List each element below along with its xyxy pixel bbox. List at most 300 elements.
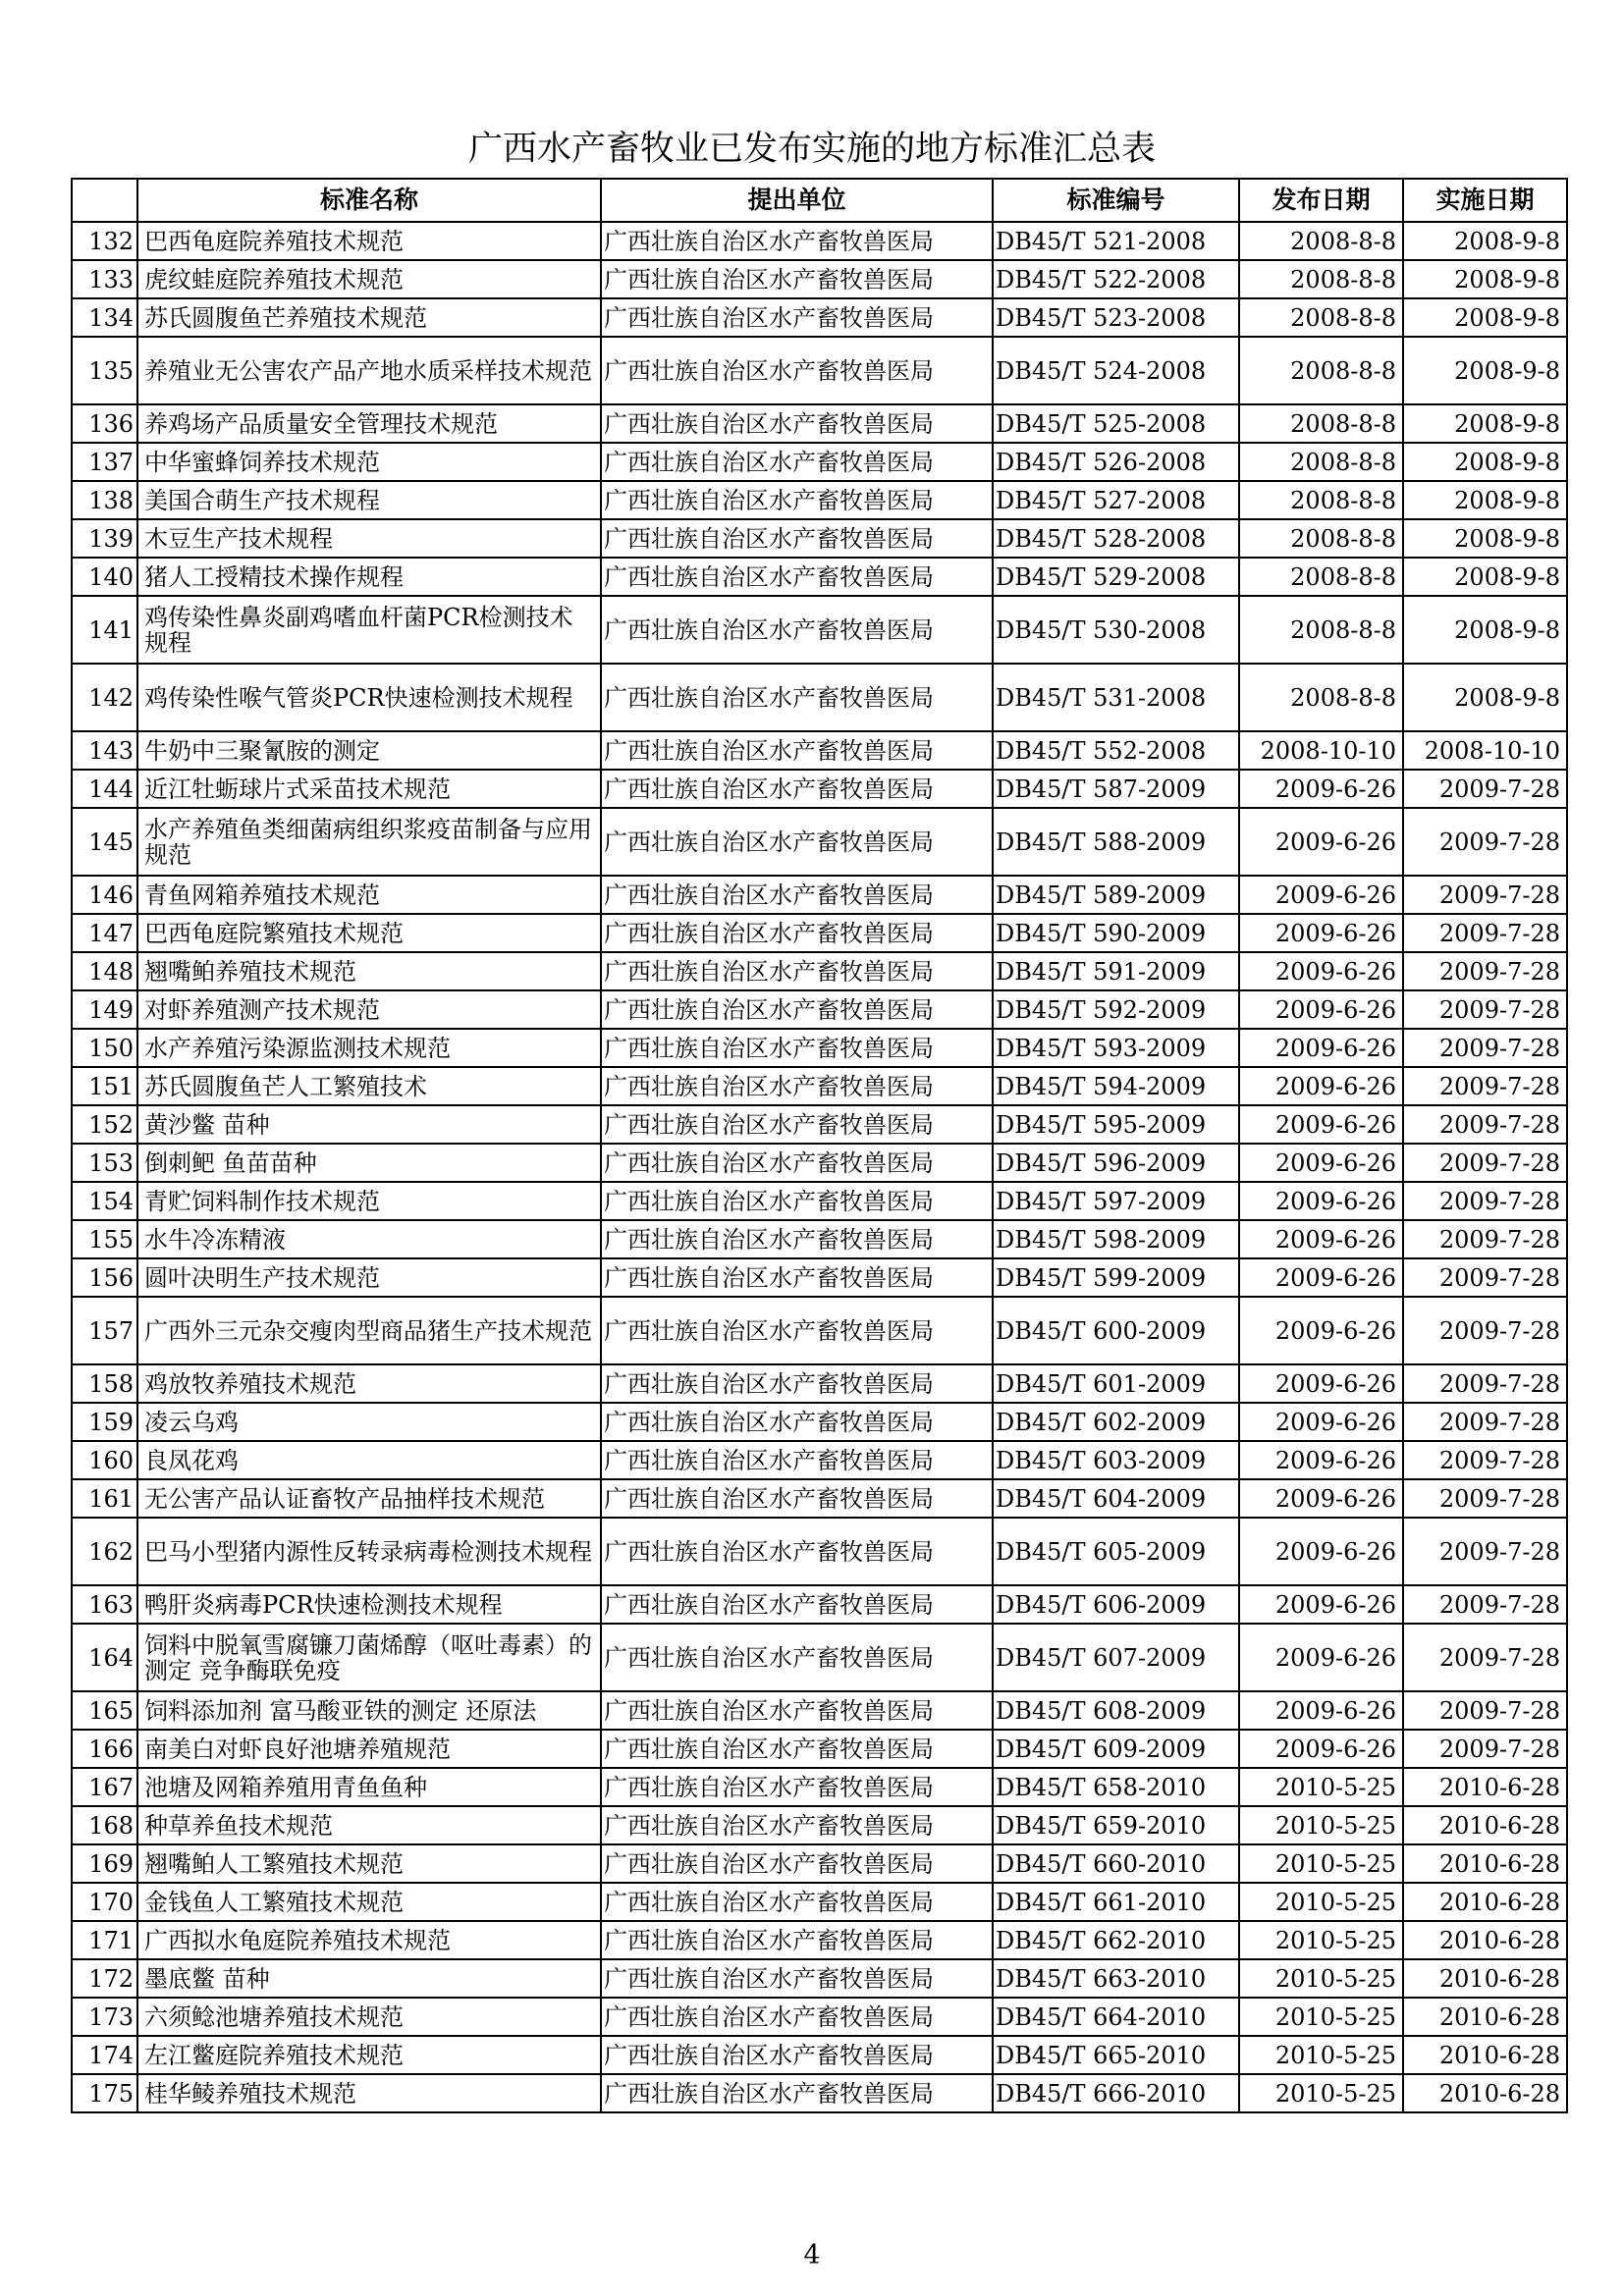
standard-name: 广西外三元杂交瘦肉型商品猪生产技术规范 (137, 1297, 601, 1364)
row-number: 164 (72, 1624, 137, 1691)
proposing-unit: 广西壮族自治区水产畜牧兽医局 (601, 876, 993, 914)
proposing-unit: 广西壮族自治区水产畜牧兽医局 (601, 1518, 993, 1585)
standard-code: DB45/T 529-2008 (993, 558, 1239, 596)
proposing-unit: 广西壮族自治区水产畜牧兽医局 (601, 1844, 993, 1883)
row-number: 140 (72, 558, 137, 596)
table-row (72, 1029, 1567, 1067)
implement-date: 2009-7-28 (1403, 1258, 1567, 1297)
proposing-unit: 广西壮族自治区水产畜牧兽医局 (601, 1364, 993, 1403)
proposing-unit: 广西壮族自治区水产畜牧兽医局 (601, 519, 993, 558)
standard-name: 苏氏圆腹鱼芒人工繁殖技术 (137, 1067, 601, 1105)
standard-name: 青鱼网箱养殖技术规范 (137, 876, 601, 914)
publish-date: 2009-6-26 (1239, 1029, 1403, 1067)
table-row (72, 770, 1567, 808)
implement-date: 2009-7-28 (1403, 1691, 1567, 1730)
standard-name: 池塘及网箱养殖用青鱼鱼种 (137, 1768, 601, 1806)
row-number: 163 (72, 1585, 137, 1624)
publish-date: 2010-5-25 (1239, 1844, 1403, 1883)
publish-date: 2010-5-25 (1239, 1883, 1403, 1921)
table-row (72, 481, 1567, 519)
implement-date: 2008-9-8 (1403, 519, 1567, 558)
table-row (72, 1518, 1567, 1585)
publish-date: 2008-8-8 (1239, 298, 1403, 337)
table-row (72, 1144, 1567, 1182)
standard-name: 鸡放牧养殖技术规范 (137, 1364, 601, 1403)
publish-date: 2010-5-25 (1239, 2074, 1403, 2112)
standard-code: DB45/T 600-2009 (993, 1297, 1239, 1364)
proposing-unit: 广西壮族自治区水产畜牧兽医局 (601, 1691, 993, 1730)
table-row (72, 914, 1567, 952)
row-number: 147 (72, 914, 137, 952)
publish-date: 2009-6-26 (1239, 1730, 1403, 1768)
proposing-unit: 广西壮族自治区水产畜牧兽医局 (601, 952, 993, 990)
table-row (72, 1479, 1567, 1518)
implement-date: 2009-7-28 (1403, 1441, 1567, 1479)
proposing-unit: 广西壮族自治区水产畜牧兽医局 (601, 260, 993, 298)
row-number: 144 (72, 770, 137, 808)
standard-name: 对虾养殖测产技术规范 (137, 990, 601, 1029)
standard-code: DB45/T 660-2010 (993, 1844, 1239, 1883)
proposing-unit: 广西壮族自治区水产畜牧兽医局 (601, 1220, 993, 1258)
implement-date: 2009-7-28 (1403, 1585, 1567, 1624)
row-number: 148 (72, 952, 137, 990)
implement-date: 2009-7-28 (1403, 952, 1567, 990)
standard-name: 种草养鱼技术规范 (137, 1806, 601, 1844)
publish-date: 2009-6-26 (1239, 1182, 1403, 1220)
proposing-unit: 广西壮族自治区水产畜牧兽医局 (601, 1105, 993, 1144)
table-row (72, 952, 1567, 990)
publish-date: 2010-5-25 (1239, 1768, 1403, 1806)
implement-date: 2008-9-8 (1403, 298, 1567, 337)
row-number: 151 (72, 1067, 137, 1105)
implement-date: 2010-6-28 (1403, 2074, 1567, 2112)
standard-name: 黄沙鳖 苗种 (137, 1105, 601, 1144)
standard-name: 鸡传染性喉气管炎PCR快速检测技术规程 (137, 664, 601, 731)
implement-date: 2009-7-28 (1403, 808, 1567, 876)
proposing-unit: 广西壮族自治区水产畜牧兽医局 (601, 1297, 993, 1364)
proposing-unit: 广西壮族自治区水产畜牧兽医局 (601, 1067, 993, 1105)
proposing-unit: 广西壮族自治区水产畜牧兽医局 (601, 1806, 993, 1844)
implement-date: 2009-7-28 (1403, 1105, 1567, 1144)
standard-name: 凌云乌鸡 (137, 1403, 601, 1441)
standard-code: DB45/T 523-2008 (993, 298, 1239, 337)
publish-date: 2009-6-26 (1239, 1691, 1403, 1730)
standard-code: DB45/T 595-2009 (993, 1105, 1239, 1144)
table-row (72, 2074, 1567, 2112)
implement-date: 2009-7-28 (1403, 1364, 1567, 1403)
standard-name: 圆叶决明生产技术规范 (137, 1258, 601, 1297)
implement-date: 2009-7-28 (1403, 1624, 1567, 1691)
standard-name: 鸭肝炎病毒PCR快速检测技术规程 (137, 1585, 601, 1624)
standard-name: 养鸡场产品质量安全管理技术规范 (137, 404, 601, 443)
standard-name: 中华蜜蜂饲养技术规范 (137, 443, 601, 481)
implement-date: 2010-6-28 (1403, 2036, 1567, 2074)
table-row (72, 1364, 1567, 1403)
row-number: 168 (72, 1806, 137, 1844)
implement-date: 2009-7-28 (1403, 914, 1567, 952)
implement-date: 2008-9-8 (1403, 596, 1567, 664)
table-row (72, 337, 1567, 404)
proposing-unit: 广西壮族自治区水产畜牧兽医局 (601, 1144, 993, 1182)
standard-name: 良凤花鸡 (137, 1441, 601, 1479)
proposing-unit: 广西壮族自治区水产畜牧兽医局 (601, 664, 993, 731)
standard-code: DB45/T 666-2010 (993, 2074, 1239, 2112)
publish-date: 2010-5-25 (1239, 1998, 1403, 2036)
table-row (72, 1691, 1567, 1730)
table-row (72, 1220, 1567, 1258)
proposing-unit: 广西壮族自治区水产畜牧兽医局 (601, 1959, 993, 1998)
publish-date: 2008-8-8 (1239, 481, 1403, 519)
col-header-code: 标准编号 (993, 179, 1239, 222)
standard-code: DB45/T 589-2009 (993, 876, 1239, 914)
proposing-unit: 广西壮族自治区水产畜牧兽医局 (601, 1730, 993, 1768)
row-number: 142 (72, 664, 137, 731)
proposing-unit: 广西壮族自治区水产畜牧兽医局 (601, 1768, 993, 1806)
row-number: 138 (72, 481, 137, 519)
standard-code: DB45/T 598-2009 (993, 1220, 1239, 1258)
row-number: 175 (72, 2074, 137, 2112)
standard-code: DB45/T 594-2009 (993, 1067, 1239, 1105)
publish-date: 2009-6-26 (1239, 1518, 1403, 1585)
proposing-unit: 广西壮族自治区水产畜牧兽医局 (601, 596, 993, 664)
table-row (72, 222, 1567, 260)
publish-date: 2009-6-26 (1239, 1067, 1403, 1105)
table-row (72, 808, 1567, 876)
table-row (72, 1883, 1567, 1921)
publish-date: 2009-6-26 (1239, 914, 1403, 952)
implement-date: 2010-6-28 (1403, 1806, 1567, 1844)
implement-date: 2009-7-28 (1403, 1297, 1567, 1364)
standard-code: DB45/T 602-2009 (993, 1403, 1239, 1441)
standard-name: 苏氏圆腹鱼芒养殖技术规范 (137, 298, 601, 337)
publish-date: 2009-6-26 (1239, 1624, 1403, 1691)
table-row (72, 1403, 1567, 1441)
table-row (72, 1806, 1567, 1844)
standard-code: DB45/T 528-2008 (993, 519, 1239, 558)
standard-name: 六须鲶池塘养殖技术规范 (137, 1998, 601, 2036)
publish-date: 2008-8-8 (1239, 222, 1403, 260)
standard-code: DB45/T 597-2009 (993, 1182, 1239, 1220)
table-row (72, 519, 1567, 558)
row-number: 133 (72, 260, 137, 298)
publish-date: 2009-6-26 (1239, 1479, 1403, 1518)
row-number: 158 (72, 1364, 137, 1403)
proposing-unit: 广西壮族自治区水产畜牧兽医局 (601, 404, 993, 443)
publish-date: 2009-6-26 (1239, 876, 1403, 914)
standard-code: DB45/T 603-2009 (993, 1441, 1239, 1479)
publish-date: 2009-6-26 (1239, 1144, 1403, 1182)
row-number: 155 (72, 1220, 137, 1258)
standard-name: 桂华鲮养殖技术规范 (137, 2074, 601, 2112)
standard-name: 青贮饲料制作技术规范 (137, 1182, 601, 1220)
publish-date: 2009-6-26 (1239, 1585, 1403, 1624)
proposing-unit: 广西壮族自治区水产畜牧兽医局 (601, 481, 993, 519)
standard-name: 倒刺鲃 鱼苗苗种 (137, 1144, 601, 1182)
proposing-unit: 广西壮族自治区水产畜牧兽医局 (601, 914, 993, 952)
row-number: 137 (72, 443, 137, 481)
standard-name: 饲料中脱氧雪腐镰刀菌烯醇（呕吐毒素）的测定 竞争酶联免疫 (137, 1624, 601, 1691)
standard-code: DB45/T 552-2008 (993, 731, 1239, 770)
table-row (72, 443, 1567, 481)
table-row (72, 1585, 1567, 1624)
row-number: 173 (72, 1998, 137, 2036)
standard-name: 养殖业无公害农产品产地水质采样技术规范 (137, 337, 601, 404)
standard-code: DB45/T 590-2009 (993, 914, 1239, 952)
page-number: 4 (803, 2240, 821, 2270)
publish-date: 2008-8-8 (1239, 519, 1403, 558)
standard-name: 翘嘴鲌人工繁殖技术规范 (137, 1844, 601, 1883)
standard-code: DB45/T 665-2010 (993, 2036, 1239, 2074)
table-row (72, 1844, 1567, 1883)
table-row (72, 2036, 1567, 2074)
col-header-pub-date: 发布日期 (1239, 179, 1403, 222)
implement-date: 2009-7-28 (1403, 1182, 1567, 1220)
proposing-unit: 广西壮族自治区水产畜牧兽医局 (601, 1182, 993, 1220)
implement-date: 2008-9-8 (1403, 337, 1567, 404)
row-number: 161 (72, 1479, 137, 1518)
publish-date: 2010-5-25 (1239, 2036, 1403, 2074)
proposing-unit: 广西壮族自治区水产畜牧兽医局 (601, 2074, 993, 2112)
proposing-unit: 广西壮族自治区水产畜牧兽医局 (601, 1029, 993, 1067)
standard-code: DB45/T 601-2009 (993, 1364, 1239, 1403)
proposing-unit: 广西壮族自治区水产畜牧兽医局 (601, 337, 993, 404)
proposing-unit: 广西壮族自治区水产畜牧兽医局 (601, 1883, 993, 1921)
standard-code: DB45/T 526-2008 (993, 443, 1239, 481)
proposing-unit: 广西壮族自治区水产畜牧兽医局 (601, 1585, 993, 1624)
publish-date: 2010-5-25 (1239, 1921, 1403, 1959)
row-number: 145 (72, 808, 137, 876)
row-number: 157 (72, 1297, 137, 1364)
row-number: 170 (72, 1883, 137, 1921)
implement-date: 2009-7-28 (1403, 770, 1567, 808)
standard-name: 饲料添加剂 富马酸亚铁的测定 还原法 (137, 1691, 601, 1730)
standard-name: 南美白对虾良好池塘养殖规范 (137, 1730, 601, 1768)
publish-date: 2010-5-25 (1239, 1806, 1403, 1844)
standard-code: DB45/T 596-2009 (993, 1144, 1239, 1182)
publish-date: 2009-6-26 (1239, 990, 1403, 1029)
proposing-unit: 广西壮族自治区水产畜牧兽医局 (601, 1624, 993, 1691)
implement-date: 2010-6-28 (1403, 1844, 1567, 1883)
proposing-unit: 广西壮族自治区水产畜牧兽医局 (601, 770, 993, 808)
implement-date: 2008-9-8 (1403, 558, 1567, 596)
standard-code: DB45/T 524-2008 (993, 337, 1239, 404)
row-number: 172 (72, 1959, 137, 1998)
publish-date: 2008-8-8 (1239, 337, 1403, 404)
row-number: 136 (72, 404, 137, 443)
proposing-unit: 广西壮族自治区水产畜牧兽医局 (601, 443, 993, 481)
table-row (72, 404, 1567, 443)
row-number: 132 (72, 222, 137, 260)
row-number: 134 (72, 298, 137, 337)
standard-code: DB45/T 531-2008 (993, 664, 1239, 731)
proposing-unit: 广西壮族自治区水产畜牧兽医局 (601, 1998, 993, 2036)
standard-code: DB45/T 525-2008 (993, 404, 1239, 443)
standard-code: DB45/T 662-2010 (993, 1921, 1239, 1959)
standard-name: 木豆生产技术规程 (137, 519, 601, 558)
implement-date: 2010-6-28 (1403, 1883, 1567, 1921)
table-header-row (72, 179, 1567, 222)
publish-date: 2009-6-26 (1239, 808, 1403, 876)
table-row (72, 876, 1567, 914)
implement-date: 2009-7-28 (1403, 990, 1567, 1029)
table-row (72, 1624, 1567, 1691)
row-number: 167 (72, 1768, 137, 1806)
standard-code: DB45/T 599-2009 (993, 1258, 1239, 1297)
standard-code: DB45/T 588-2009 (993, 808, 1239, 876)
standard-code: DB45/T 663-2010 (993, 1959, 1239, 1998)
standard-name: 巴西龟庭院繁殖技术规范 (137, 914, 601, 952)
implement-date: 2008-9-8 (1403, 481, 1567, 519)
table-row (72, 1768, 1567, 1806)
row-number: 141 (72, 596, 137, 664)
publish-date: 2009-6-26 (1239, 1403, 1403, 1441)
publish-date: 2009-6-26 (1239, 1441, 1403, 1479)
proposing-unit: 广西壮族自治区水产畜牧兽医局 (601, 731, 993, 770)
publish-date: 2008-8-8 (1239, 443, 1403, 481)
standard-name: 水产养殖鱼类细菌病组织浆疫苗制备与应用规范 (137, 808, 601, 876)
publish-date: 2008-8-8 (1239, 558, 1403, 596)
publish-date: 2010-5-25 (1239, 1959, 1403, 1998)
table-row (72, 260, 1567, 298)
table-row (72, 298, 1567, 337)
proposing-unit: 广西壮族自治区水产畜牧兽医局 (601, 1403, 993, 1441)
row-number: 162 (72, 1518, 137, 1585)
standard-code: DB45/T 658-2010 (993, 1768, 1239, 1806)
col-header-no (72, 179, 137, 222)
row-number: 169 (72, 1844, 137, 1883)
table-row (72, 558, 1567, 596)
col-header-impl-date: 实施日期 (1403, 179, 1567, 222)
standard-code: DB45/T 521-2008 (993, 222, 1239, 260)
implement-date: 2008-10-10 (1403, 731, 1567, 770)
table-row (72, 1258, 1567, 1297)
implement-date: 2009-7-28 (1403, 1067, 1567, 1105)
row-number: 143 (72, 731, 137, 770)
publish-date: 2008-10-10 (1239, 731, 1403, 770)
publish-date: 2009-6-26 (1239, 1220, 1403, 1258)
table-row (72, 664, 1567, 731)
proposing-unit: 广西壮族自治区水产畜牧兽医局 (601, 1258, 993, 1297)
standard-name: 鸡传染性鼻炎副鸡嗜血杆菌PCR检测技术规程 (137, 596, 601, 664)
table-row (72, 1105, 1567, 1144)
standard-name: 水牛冷冻精液 (137, 1220, 601, 1258)
standard-code: DB45/T 664-2010 (993, 1998, 1239, 2036)
row-number: 150 (72, 1029, 137, 1067)
table-row (72, 731, 1567, 770)
table-row (72, 990, 1567, 1029)
standard-name: 无公害产品认证畜牧产品抽样技术规范 (137, 1479, 601, 1518)
standard-name: 翘嘴鲌养殖技术规范 (137, 952, 601, 990)
row-number: 139 (72, 519, 137, 558)
standard-code: DB45/T 591-2009 (993, 952, 1239, 990)
table-row (72, 1959, 1567, 1998)
implement-date: 2008-9-8 (1403, 222, 1567, 260)
proposing-unit: 广西壮族自治区水产畜牧兽医局 (601, 558, 993, 596)
implement-date: 2008-9-8 (1403, 260, 1567, 298)
table-row (72, 596, 1567, 664)
standard-name: 水产养殖污染源监测技术规范 (137, 1029, 601, 1067)
table-row (72, 1730, 1567, 1768)
publish-date: 2009-6-26 (1239, 1297, 1403, 1364)
row-number: 166 (72, 1730, 137, 1768)
implement-date: 2009-7-28 (1403, 876, 1567, 914)
table-row (72, 1182, 1567, 1220)
standard-code: DB45/T 530-2008 (993, 596, 1239, 664)
implement-date: 2009-7-28 (1403, 1220, 1567, 1258)
standard-code: DB45/T 522-2008 (993, 260, 1239, 298)
table-row (72, 1921, 1567, 1959)
implement-date: 2008-9-8 (1403, 404, 1567, 443)
standard-name: 虎纹蛙庭院养殖技术规范 (137, 260, 601, 298)
publish-date: 2008-8-8 (1239, 664, 1403, 731)
table-row (72, 1067, 1567, 1105)
standard-name: 金钱鱼人工繁殖技术规范 (137, 1883, 601, 1921)
publish-date: 2009-6-26 (1239, 1105, 1403, 1144)
table-row (72, 1297, 1567, 1364)
implement-date: 2008-9-8 (1403, 664, 1567, 731)
standard-code: DB45/T 592-2009 (993, 990, 1239, 1029)
row-number: 149 (72, 990, 137, 1029)
standard-code: DB45/T 593-2009 (993, 1029, 1239, 1067)
standard-code: DB45/T 604-2009 (993, 1479, 1239, 1518)
proposing-unit: 广西壮族自治区水产畜牧兽医局 (601, 298, 993, 337)
standard-name: 巴马小型猪内源性反转录病毒检测技术规程 (137, 1518, 601, 1585)
publish-date: 2008-8-8 (1239, 260, 1403, 298)
implement-date: 2009-7-28 (1403, 1144, 1567, 1182)
row-number: 165 (72, 1691, 137, 1730)
standard-code: DB45/T 605-2009 (993, 1518, 1239, 1585)
publish-date: 2008-8-8 (1239, 404, 1403, 443)
publish-date: 2009-6-26 (1239, 770, 1403, 808)
implement-date: 2009-7-28 (1403, 1403, 1567, 1441)
standard-code: DB45/T 587-2009 (993, 770, 1239, 808)
publish-date: 2009-6-26 (1239, 1258, 1403, 1297)
standard-code: DB45/T 527-2008 (993, 481, 1239, 519)
proposing-unit: 广西壮族自治区水产畜牧兽医局 (601, 1441, 993, 1479)
implement-date: 2009-7-28 (1403, 1029, 1567, 1067)
proposing-unit: 广西壮族自治区水产畜牧兽医局 (601, 222, 993, 260)
proposing-unit: 广西壮族自治区水产畜牧兽医局 (601, 1921, 993, 1959)
table-row (72, 1998, 1567, 2036)
row-number: 152 (72, 1105, 137, 1144)
implement-date: 2010-6-28 (1403, 1959, 1567, 1998)
page-title: 广西水产畜牧业已发布实施的地方标准汇总表 (467, 130, 1156, 169)
row-number: 156 (72, 1258, 137, 1297)
standards-table (71, 178, 1568, 2113)
col-header-unit: 提出单位 (601, 179, 993, 222)
publish-date: 2009-6-26 (1239, 1364, 1403, 1403)
implement-date: 2010-6-28 (1403, 1921, 1567, 1959)
publish-date: 2008-8-8 (1239, 596, 1403, 664)
row-number: 160 (72, 1441, 137, 1479)
row-number: 146 (72, 876, 137, 914)
standard-name: 左江鳖庭院养殖技术规范 (137, 2036, 601, 2074)
standard-name: 美国合萌生产技术规程 (137, 481, 601, 519)
implement-date: 2008-9-8 (1403, 443, 1567, 481)
proposing-unit: 广西壮族自治区水产畜牧兽医局 (601, 990, 993, 1029)
col-header-name: 标准名称 (137, 179, 601, 222)
standard-code: DB45/T 609-2009 (993, 1730, 1239, 1768)
standard-name: 广西拟水龟庭院养殖技术规范 (137, 1921, 601, 1959)
row-number: 135 (72, 337, 137, 404)
standard-code: DB45/T 606-2009 (993, 1585, 1239, 1624)
row-number: 153 (72, 1144, 137, 1182)
table-row (72, 1441, 1567, 1479)
row-number: 174 (72, 2036, 137, 2074)
standard-name: 巴西龟庭院养殖技术规范 (137, 222, 601, 260)
implement-date: 2010-6-28 (1403, 1768, 1567, 1806)
proposing-unit: 广西壮族自治区水产畜牧兽医局 (601, 808, 993, 876)
